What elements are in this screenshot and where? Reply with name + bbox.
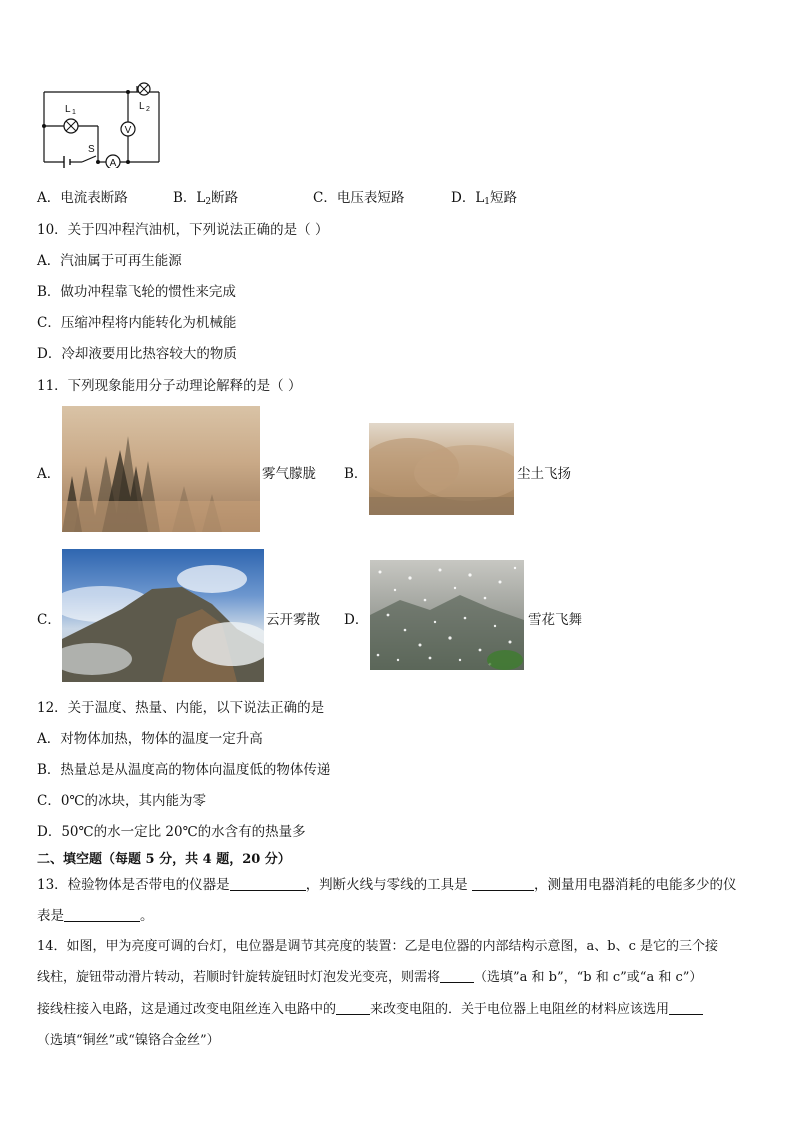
q12-option-b: B．热量总是从温度高的物体向温度低的物体传递 [37,762,331,778]
l2-label: L [139,101,145,112]
q9-option-a: A．电流表断路 [37,190,128,206]
q10-stem: 10．关于四冲程汽油机，下列说法正确的是（ ） [37,222,329,238]
section-heading: 二、填空题（每题 5 分，共 4 题，20 分） [37,852,291,867]
q14-blank-3[interactable] [669,1002,703,1015]
q13-blank-2[interactable] [472,878,534,891]
foggy-forest-image [62,406,260,532]
q14-blank-1[interactable] [440,970,474,983]
q11-option-d-caption: 雪花飞舞 [528,612,582,628]
voltmeter-icon [121,122,135,136]
lamp-l1-icon [64,119,78,133]
l1-sub: 1 [72,109,76,116]
q14-line1: 14．如图，甲为亮度可调的台灯，电位器是调节其亮度的装置：乙是电位器的内部结构示意图，a、b、c 是它的三个接 [37,939,719,954]
q11-option-b-caption: 尘土飞扬 [517,466,571,482]
q14-line2: 线柱，旋钮带动滑片转动，若顺时针旋转旋钮时灯泡发光变亮，则需将 （选填”a 和 b”，“b 和 c”或“a 和 c”） [37,970,703,985]
q12-option-c: C．0℃的冰块，其内能为零 [37,793,207,809]
voltmeter-label: V [124,125,132,136]
q13-line1: 13．检验物体是否带电的仪器是 ，判断火线与零线的工具是 ，测量用电器消耗的电能多少的仪 [37,877,737,893]
q9-option-d: D．$L_1$短路 [451,190,518,207]
ammeter-label: A [109,158,117,168]
q10-option-b: B．做功冲程靠飞轮的惯性来完成 [37,284,236,300]
q14-line4: （选填“铜丝”或“镍铬合金丝”） [37,1033,220,1048]
q10-option-d: D．冷却液要用比热容较大的物质 [37,346,237,362]
q12-option-d: D．50℃的水一定比 20℃的水含有的热量多 [37,824,306,840]
l1-label: L [65,104,71,115]
q13-blank-1[interactable] [230,878,306,891]
q13-blank-3[interactable] [64,909,140,922]
q12-stem: 12．关于温度、热量、内能，以下说法正确的是 [37,700,325,716]
q11-option-c-caption: 云开雾散 [266,612,320,628]
q13-line2: 表是 。 [37,908,154,924]
q11-option-c-letter: C． [37,612,61,628]
q11-option-d-letter: D． [344,612,369,628]
mountain-clouds-image [62,549,264,682]
switch-label: S [88,144,95,155]
circuit-diagram [38,82,168,168]
snowflakes-image [370,560,524,670]
q11-option-b-letter: B． [344,466,368,482]
q14-line3: 接线柱接入电路，这是通过改变电阻丝连入电路中的 来改变电阻的．关于电位器上电阻丝的材料应该选用 [37,998,703,1017]
ammeter-icon [106,155,120,168]
q9-option-b: B．$L_2$断路 [173,190,239,207]
q9-options [37,186,518,207]
lamp-l2-icon [138,83,150,95]
q14-blank-2[interactable] [336,1002,370,1015]
l2-sub: 2 [146,106,150,113]
q9-option-c: C．电压表短路 [313,190,405,206]
q12-option-a: A．对物体加热，物体的温度一定升高 [37,731,263,747]
q10-option-c: C．压缩冲程将内能转化为机械能 [37,315,237,331]
dust-storm-image [369,423,514,515]
q11-option-a-letter: A． [37,466,61,482]
q10-option-a: A．汽油属于可再生能源 [37,253,182,269]
q11-stem: 11．下列现象能用分子动理论解释的是（ ） [37,378,302,394]
q11-option-a-caption: 雾气朦胧 [262,466,316,482]
